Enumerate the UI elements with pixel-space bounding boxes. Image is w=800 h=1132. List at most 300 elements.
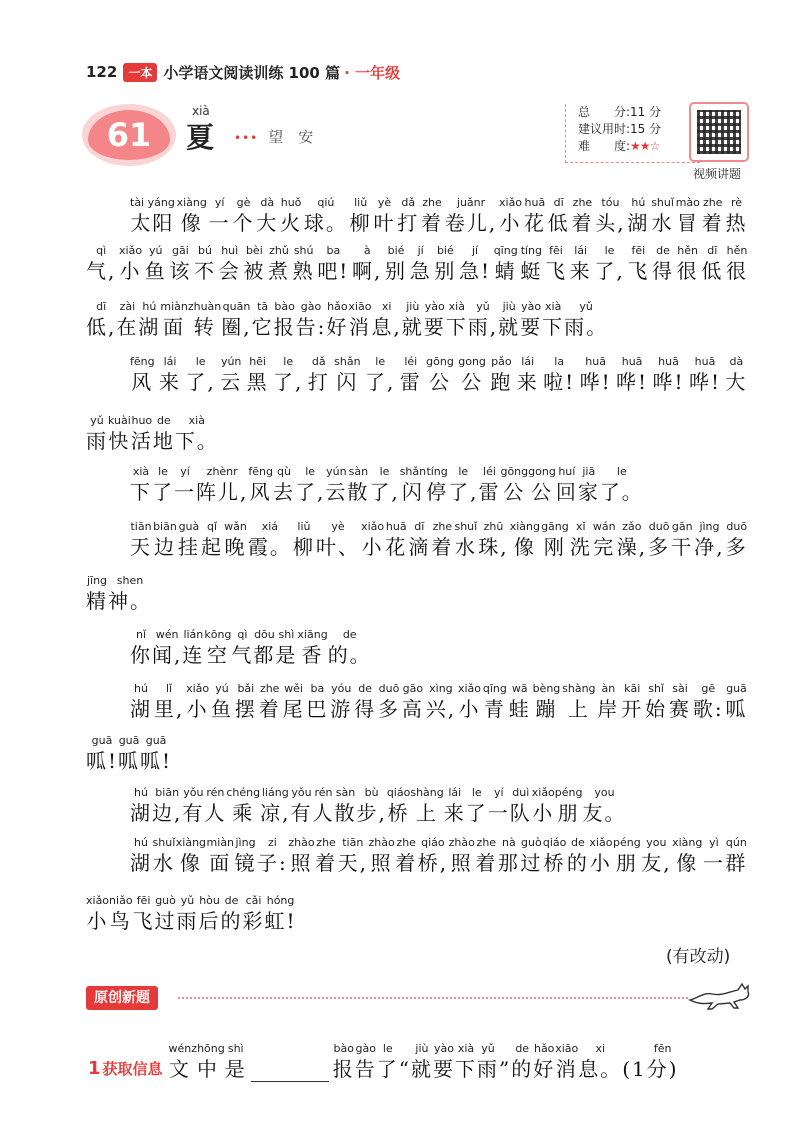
char-unit xyxy=(410,244,432,284)
pinyin: hěn xyxy=(726,244,748,257)
char-unit xyxy=(431,520,453,560)
pinyin: jiù xyxy=(502,300,516,313)
char-unit xyxy=(477,1042,499,1082)
pinyin: xiǎo xyxy=(589,836,613,849)
hanzi: 就 xyxy=(401,315,424,339)
char-unit xyxy=(511,1042,533,1082)
pinyin: zhū xyxy=(483,520,504,533)
hanzi: 小 xyxy=(589,851,612,875)
hanzi: 蜻 xyxy=(494,259,517,283)
char-unit xyxy=(524,196,546,236)
pinyin: gāi xyxy=(171,244,189,257)
pinyin: xiá xyxy=(261,520,279,533)
hanzi: 它 xyxy=(251,315,274,339)
question-1 xyxy=(88,1042,679,1082)
char-unit xyxy=(548,196,570,236)
hanzi: 小 xyxy=(458,697,481,721)
pinyin: bié xyxy=(387,244,405,257)
hanzi: 大 xyxy=(725,370,748,394)
pinyin: yǒu xyxy=(183,786,204,799)
pinyin: qù xyxy=(276,465,291,478)
pinyin: bào xyxy=(333,1042,354,1055)
hanzi: 面 xyxy=(163,315,186,339)
pinyin: qiáo xyxy=(542,836,567,849)
pinyin: xià xyxy=(545,300,562,313)
hanzi: 回 xyxy=(555,480,578,504)
hanzi: 雷 xyxy=(399,370,422,394)
hanzi: 尾 xyxy=(282,697,305,721)
answer-blank[interactable] xyxy=(251,1057,329,1082)
hanzi: 就 xyxy=(498,315,521,339)
char-unit xyxy=(108,574,152,614)
passage-line xyxy=(130,786,627,826)
pinyin: xiǎo xyxy=(86,894,110,907)
pinyin: mào xyxy=(675,196,700,209)
char-unit xyxy=(555,1042,578,1082)
hanzi: 呱! xyxy=(140,749,173,773)
hanzi: 中 xyxy=(197,1057,220,1081)
char-unit xyxy=(350,196,372,236)
hanzi: 别 xyxy=(434,259,457,283)
pinyin: gè xyxy=(236,196,251,209)
hanzi: 鸟 xyxy=(109,909,132,933)
hanzi: 边 xyxy=(153,535,176,559)
pinyin: bié xyxy=(436,244,454,257)
difficulty-label: 难 度: xyxy=(578,139,631,153)
pinyin: fēn xyxy=(653,1042,672,1055)
char-unit xyxy=(290,786,312,826)
question-text-part1 xyxy=(168,1042,247,1082)
pinyin: zhōng xyxy=(191,1042,225,1055)
pinyin: xiāng xyxy=(297,628,328,641)
pinyin: zhe xyxy=(396,836,416,849)
hanzi: 雷 xyxy=(478,480,501,504)
char-unit xyxy=(86,300,116,340)
char-unit xyxy=(402,682,424,722)
char-unit xyxy=(174,465,196,505)
char-unit xyxy=(627,196,649,236)
hanzi: 云 xyxy=(220,370,243,394)
char-unit xyxy=(283,682,305,722)
char-unit xyxy=(304,196,348,236)
char-unit xyxy=(600,465,644,505)
hanzi: 一 xyxy=(174,480,196,504)
char-unit xyxy=(378,682,400,722)
hanzi: 煮 xyxy=(268,259,290,283)
hanzi: 很 xyxy=(725,259,748,283)
char-unit xyxy=(334,786,356,826)
hanzi: 了, xyxy=(185,370,216,394)
hanzi: 巴 xyxy=(306,697,329,721)
hanzi: 低 xyxy=(547,211,570,235)
pinyin: lái xyxy=(574,244,588,257)
char-unit xyxy=(182,628,204,668)
char-unit xyxy=(689,355,721,395)
hanzi: 飞 xyxy=(132,909,155,933)
char-unit xyxy=(542,300,564,340)
pinyin: le xyxy=(379,465,390,478)
hanzi: 始 xyxy=(645,697,668,721)
char-unit xyxy=(399,1042,411,1082)
hanzi: 蹦 xyxy=(535,697,558,721)
hanzi: 了, xyxy=(369,480,400,504)
pinyin: shàng xyxy=(410,786,444,799)
char-unit xyxy=(578,465,600,505)
pinyin: xià xyxy=(188,414,205,427)
char-unit xyxy=(556,465,578,505)
hanzi: 哗! xyxy=(652,370,685,394)
hanzi: 湖 xyxy=(138,315,161,339)
char-unit xyxy=(448,465,478,505)
char-unit xyxy=(385,244,407,284)
pinyin: zhào xyxy=(368,836,395,849)
question-text-part2 xyxy=(332,1042,679,1082)
char-unit xyxy=(188,300,221,340)
hanzi: 得 xyxy=(354,697,377,721)
char-unit xyxy=(248,520,292,560)
char-unit xyxy=(231,628,253,668)
pinyin: yào xyxy=(424,300,445,313)
hanzi: 球。 xyxy=(303,211,348,235)
char-unit xyxy=(651,196,674,236)
char-unit xyxy=(478,520,508,560)
pinyin: zài xyxy=(119,300,136,313)
char-unit xyxy=(297,628,327,668)
pinyin: zhe xyxy=(316,836,336,849)
char-unit xyxy=(355,1042,377,1082)
pinyin: xiāo xyxy=(555,1042,579,1055)
char-unit xyxy=(140,734,172,774)
hanzi: 晚 xyxy=(224,535,247,559)
hanzi: 叶、 xyxy=(316,535,361,559)
hanzi: 多 xyxy=(648,535,671,559)
char-unit xyxy=(169,244,191,284)
hanzi: “ xyxy=(398,1057,411,1081)
pinyin: xiǎo xyxy=(119,244,143,257)
pinyin: qì xyxy=(96,244,107,257)
char-unit xyxy=(145,244,167,284)
pinyin: xiǎo xyxy=(361,520,385,533)
pinyin: lái xyxy=(448,786,462,799)
pinyin: shǐ xyxy=(648,682,664,695)
pinyin: gào xyxy=(355,1042,376,1055)
title-text: 夏 xyxy=(186,121,215,154)
char-unit xyxy=(253,628,275,668)
char-unit xyxy=(177,196,207,236)
passage-line xyxy=(130,628,372,668)
hanzi: 照 xyxy=(370,851,393,875)
char-unit xyxy=(186,682,209,722)
hanzi: 天, xyxy=(337,851,368,875)
hanzi: 低 xyxy=(701,259,724,283)
char-unit xyxy=(545,244,567,284)
pinyin: wén xyxy=(155,628,179,641)
char-unit xyxy=(510,520,540,560)
pinyin: lái xyxy=(163,355,177,368)
pinyin: qīng xyxy=(482,682,507,695)
pinyin: huí xyxy=(558,465,576,478)
char-unit xyxy=(621,682,643,722)
pinyin: quān xyxy=(222,300,251,313)
hanzi: 雨, xyxy=(467,315,499,339)
pinyin: tíng xyxy=(520,244,543,257)
char-unit xyxy=(235,682,257,722)
char-unit xyxy=(454,520,477,560)
pinyin: zhe xyxy=(572,196,593,209)
char-unit xyxy=(194,244,216,284)
char-unit xyxy=(475,836,497,876)
pinyin: xiǎo xyxy=(531,786,555,799)
pinyin: miàn xyxy=(160,300,188,313)
pinyin: xiǎo xyxy=(186,682,210,695)
hanzi: 刚 xyxy=(543,535,566,559)
char-unit xyxy=(154,682,184,722)
char-unit xyxy=(373,196,395,236)
char-unit xyxy=(371,300,401,340)
pinyin: jiā xyxy=(582,465,596,478)
char-unit xyxy=(116,300,138,340)
char-unit xyxy=(221,300,251,340)
pinyin: shuǐ xyxy=(651,196,674,209)
char-unit xyxy=(199,894,221,934)
hanzi: 打 xyxy=(397,211,420,235)
hanzi: 冒 xyxy=(676,211,699,235)
pinyin: shǎn xyxy=(399,465,427,478)
char-unit xyxy=(433,1042,455,1082)
hanzi: 公 xyxy=(503,480,526,504)
char-unit xyxy=(260,786,290,826)
char-unit xyxy=(677,244,699,284)
passage-line xyxy=(130,520,748,560)
char-unit xyxy=(316,520,360,560)
hanzi: 有 xyxy=(182,801,205,825)
hanzi: 水 xyxy=(651,211,674,235)
char-unit xyxy=(177,894,199,934)
passage-line xyxy=(86,894,297,934)
pinyin: xiàng xyxy=(175,836,207,849)
char-unit xyxy=(308,355,330,395)
pinyin: dī xyxy=(414,520,425,533)
pinyin: yè xyxy=(331,520,345,533)
total-score-value: 11 分 xyxy=(630,105,662,119)
lesson-number: 61 xyxy=(106,116,152,154)
pinyin: le xyxy=(283,355,294,368)
hanzi: 小 xyxy=(86,909,109,933)
hanzi: 像 xyxy=(179,851,202,875)
hanzi: 花 xyxy=(385,535,408,559)
passage-line xyxy=(130,465,644,505)
hanzi: 火 xyxy=(280,211,303,235)
hanzi: ” xyxy=(498,1057,512,1081)
char-unit xyxy=(152,465,174,505)
pinyin: la xyxy=(554,355,565,368)
pinyin: wěi xyxy=(284,682,303,695)
pinyin: huā xyxy=(658,355,679,368)
char-unit xyxy=(201,520,223,560)
pinyin: biān xyxy=(155,786,180,799)
char-unit xyxy=(356,786,386,826)
char-unit xyxy=(567,836,589,876)
char-unit xyxy=(133,894,155,934)
pinyin: ba xyxy=(310,682,325,695)
hanzi: 像 xyxy=(676,851,699,875)
char-unit xyxy=(444,786,466,826)
char-unit xyxy=(532,786,555,826)
char-unit xyxy=(86,734,118,774)
pinyin: huā xyxy=(385,520,407,533)
hanzi: 太阳 xyxy=(130,211,175,235)
char-unit xyxy=(595,196,625,236)
pinyin: le xyxy=(195,355,206,368)
qr-code-icon xyxy=(697,110,741,154)
hanzi: 珠, xyxy=(478,535,509,559)
pinyin: xiǎo xyxy=(499,196,523,209)
pinyin: zǎo xyxy=(622,520,642,533)
char-unit xyxy=(219,244,241,284)
hanzi: 小 xyxy=(499,211,522,235)
hanzi: 了 xyxy=(376,1057,399,1081)
pinyin: léi xyxy=(483,465,496,478)
pinyin xyxy=(499,1042,511,1056)
hanzi: 柳 xyxy=(349,211,372,235)
pinyin: duì xyxy=(512,786,530,799)
hanzi: 子: xyxy=(257,851,288,875)
char-unit xyxy=(434,244,456,284)
pinyin xyxy=(399,1042,411,1056)
series-badge: 一本 xyxy=(123,63,157,82)
char-unit xyxy=(647,1042,679,1082)
pinyin: duō xyxy=(648,520,670,533)
char-unit xyxy=(653,355,685,395)
pinyin: duō xyxy=(726,520,748,533)
char-unit xyxy=(446,300,468,340)
char-unit xyxy=(694,520,724,560)
char-unit xyxy=(617,520,647,560)
char-unit xyxy=(543,836,567,876)
hanzi: 散 xyxy=(334,801,357,825)
pinyin: hǎo xyxy=(327,300,348,313)
suggested-time-value: 15 分 xyxy=(630,122,662,136)
char-unit xyxy=(273,355,303,395)
hanzi: 花 xyxy=(523,211,546,235)
hanzi: 啦! xyxy=(543,370,576,394)
hanzi: 桥 xyxy=(387,801,410,825)
char-unit xyxy=(395,836,417,876)
pinyin: xiǎo xyxy=(457,682,481,695)
char-unit xyxy=(499,1042,511,1082)
pinyin: qīng xyxy=(493,244,518,257)
pinyin: huā xyxy=(585,355,606,368)
pinyin: rè xyxy=(730,196,743,209)
pinyin: bú xyxy=(198,244,213,257)
hanzi: 连 xyxy=(182,643,205,667)
hanzi: 上 xyxy=(567,697,590,721)
char-unit xyxy=(445,196,497,236)
char-unit xyxy=(86,894,109,934)
char-unit xyxy=(235,836,257,876)
pinyin: àn xyxy=(601,682,616,695)
pinyin: lián xyxy=(183,628,204,641)
qr-code[interactable] xyxy=(689,102,749,162)
pinyin: de xyxy=(156,414,171,427)
char-unit xyxy=(520,244,542,284)
char-unit xyxy=(347,465,369,505)
pinyin: fēng xyxy=(248,465,273,478)
hanzi: 虹! xyxy=(264,909,297,933)
hanzi: 起 xyxy=(201,535,223,559)
hanzi: 空 xyxy=(206,643,229,667)
pinyin: de xyxy=(342,628,357,641)
hanzi: 面 xyxy=(209,851,232,875)
char-unit xyxy=(543,355,575,395)
hanzi: 公 xyxy=(461,370,484,394)
char-unit xyxy=(616,355,648,395)
pinyin: biān xyxy=(153,520,177,533)
hanzi: 哗! xyxy=(688,370,721,394)
pinyin: huì xyxy=(221,244,239,257)
pinyin: tā xyxy=(257,300,269,313)
char-unit xyxy=(627,244,649,284)
char-unit xyxy=(159,355,181,395)
pinyin: shuǐ xyxy=(454,520,478,533)
hanzi: 滴 xyxy=(408,535,431,559)
pinyin: le xyxy=(375,355,386,368)
char-unit xyxy=(178,520,200,560)
char-unit xyxy=(361,520,384,560)
hanzi: 下 xyxy=(130,480,152,504)
hanzi: 吧! xyxy=(317,259,350,283)
char-unit xyxy=(293,520,315,560)
pinyin: ba xyxy=(326,244,341,257)
pinyin: shuǐ xyxy=(152,836,176,849)
pinyin: le xyxy=(458,465,469,478)
char-unit xyxy=(204,786,226,826)
pinyin: guā xyxy=(118,734,140,747)
char-unit xyxy=(410,786,443,826)
char-unit xyxy=(520,300,542,340)
char-unit xyxy=(325,465,347,505)
pinyin: wén xyxy=(168,1042,192,1055)
hanzi: 湖 xyxy=(627,211,650,235)
pinyin: qún xyxy=(725,836,747,849)
lesson-title xyxy=(186,104,214,156)
pinyin: shú xyxy=(293,244,314,257)
hanzi: 了, xyxy=(365,370,396,394)
char-unit xyxy=(315,836,337,876)
char-unit xyxy=(274,300,296,340)
hanzi: 洗 xyxy=(569,535,592,559)
char-unit xyxy=(555,786,583,826)
char-unit xyxy=(648,520,670,560)
hanzi: 水 xyxy=(454,535,477,559)
pinyin: xiàng xyxy=(509,520,540,533)
pinyin: zhào xyxy=(288,836,315,849)
pinyin: yí xyxy=(493,786,504,799)
pinyin: kōng xyxy=(204,628,232,641)
pinyin: à xyxy=(363,244,371,257)
hanzi: 好 xyxy=(533,1057,556,1081)
hanzi: 报 xyxy=(332,1057,355,1081)
hanzi: 云 xyxy=(325,480,348,504)
hanzi: 热 xyxy=(725,211,748,235)
hanzi: 大 xyxy=(256,211,279,235)
hanzi: 水 xyxy=(152,851,175,875)
pinyin: xià xyxy=(448,300,465,313)
pinyin: bèi xyxy=(245,244,263,257)
hanzi: 里, xyxy=(153,697,185,721)
pinyin: jí xyxy=(417,244,424,257)
hanzi: 蜓 xyxy=(520,259,543,283)
